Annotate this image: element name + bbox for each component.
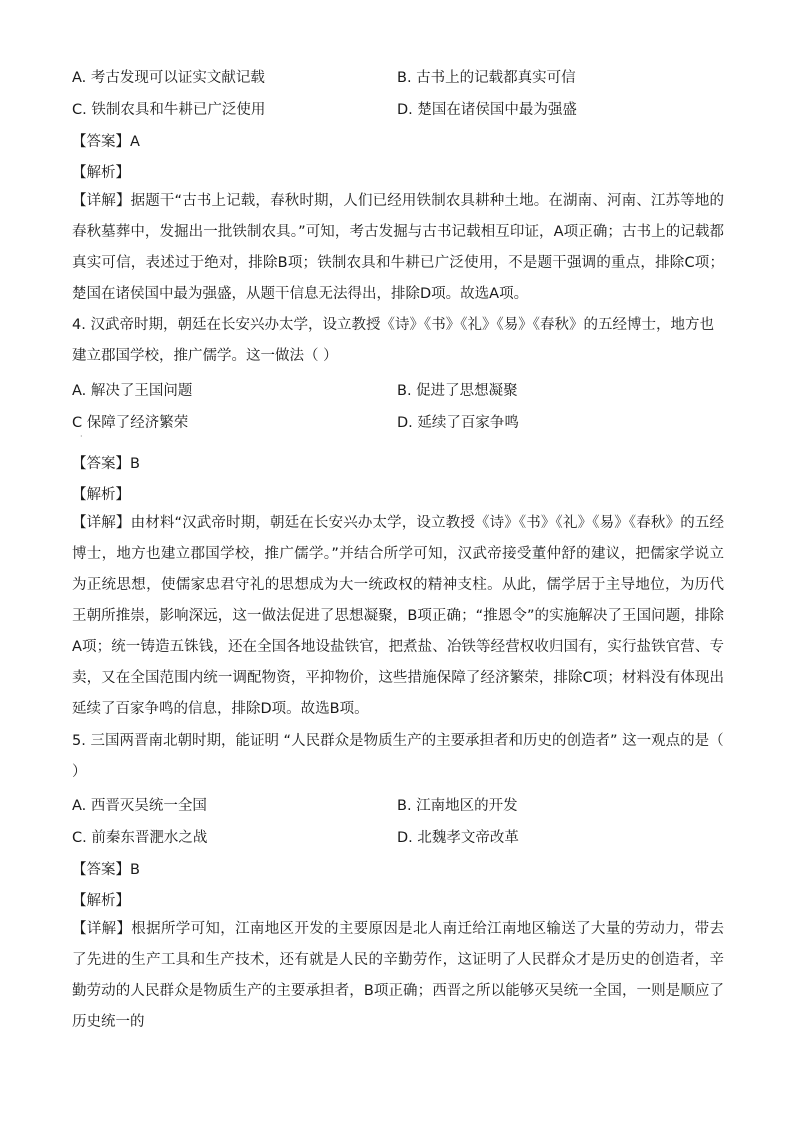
- q5-options-row-2: [72, 826, 732, 850]
- q4-stem: 4. 汉武帝时期，朝廷在长安兴办太学，设立教授《诗》《书》《礼》《易》《春秋》的五经博士，地方也建立郡国学校，推广儒学。这一做法（ ）: [72, 317, 714, 364]
- q4-answer: 【答案】B: [72, 456, 140, 472]
- q4-option-b: B. 促进了思想凝聚: [397, 383, 518, 399]
- q5-option-c: C. 前秦东晋淝水之战: [72, 830, 208, 846]
- q5-option-d: D. 北魏孝文帝改革: [397, 830, 519, 846]
- q5-detail: 【详解】根据所学可知，江南地区开发的主要原因是北人南迁给江南地区输送了大量的劳动力，带去了先进的生产工具和生产技术，还有就是人民的辛勤劳作，这证明了人民群众才是历史的创造者，辛勤劳动的人民群众是物质生产的主要承担者，B项正确；西晋之所以能够灭吴统一全国，一则是顺应了历史统一的: [72, 921, 724, 1030]
- q4-option-a: A. 解决了王国问题: [72, 383, 193, 399]
- q4-detail: 【详解】由材料“汉武帝时期，朝廷在长安兴办太学，设立教授《诗》《书》《礼》《易》《春秋》的五经博士，地方也建立郡国学校，推广儒学。”并结合所学可知，汉武帝接受董仲舒的建议，把儒家学说立为正统思想，使儒家忠君守礼的思想成为大一统政权的精神支柱。从此，儒学居于主导地位，为历代王朝所推崇，影响深远，这一做法促进了思想凝聚，B项正确；“推恩令”的实施解决了王国问题，排除A项；统一铸造五铢钱，还在全国各地设盐铁官，把煮盐、冶铁等经营权收归国有，实行盐铁官营、专卖，又在全国范围内统一调配物资，平抑物价，这些措施保障了经济繁荣，排除C项；材料没有体现出延续了百家争鸣的信息，排除D项。故选B项。: [72, 515, 724, 717]
- q3-option-b: B. 古书上的记载都真实可信: [397, 70, 576, 86]
- q3-analysis-label: 【解析】: [72, 165, 130, 181]
- q3-detail: 【详解】据题干“古书上记载，春秋时期，人们已经用铁制农具耕种土地。在湖南、河南、江苏等地的春秋墓葬中，发掘出一批铁制农具。”可知，考古发掘与古书记载相互印证，A项正确；古书上的记载都真实可信，表述过于绝对，排除B项；铁制农具和牛耕已广泛使用，不是题干强调的重点，排除C项；楚国在诸侯国中最为强盛，从题干信息无法得出，排除D项。故选A项。: [72, 193, 724, 302]
- q3-options-row-2: [72, 98, 732, 122]
- stray-dot: ·: [80, 432, 83, 441]
- q3-option-d: D. 楚国在诸侯国中最为强盛: [397, 102, 577, 118]
- q3-answer: 【答案】A: [72, 134, 140, 150]
- q3-option-a: A. 考古发现可以证实文献记载: [72, 70, 265, 86]
- q3-option-c: C. 铁制农具和牛耕已广泛使用: [72, 102, 266, 118]
- q4-option-d: D. 延续了百家争鸣: [397, 415, 519, 431]
- q5-analysis-label: 【解析】: [72, 893, 130, 909]
- q4-options-row-2: [72, 411, 732, 435]
- q5-option-b: B. 江南地区的开发: [397, 798, 518, 814]
- q4-options-row-1: [72, 379, 732, 403]
- q4-option-c: C 保障了经济繁荣: [72, 415, 189, 431]
- q5-stem: 5. 三国两晋南北朝时期，能证明 “人民群众是物质生产的主要承担者和历史的创造者” 这一观点的是（ ）: [72, 733, 724, 780]
- q4-analysis-label: 【解析】: [72, 487, 130, 503]
- q5-options-row-1: [72, 794, 732, 818]
- q3-options-row-1: [72, 66, 732, 90]
- q5-answer: 【答案】B: [72, 862, 140, 878]
- q5-option-a: A. 西晋灭吴统一全国: [72, 798, 207, 814]
